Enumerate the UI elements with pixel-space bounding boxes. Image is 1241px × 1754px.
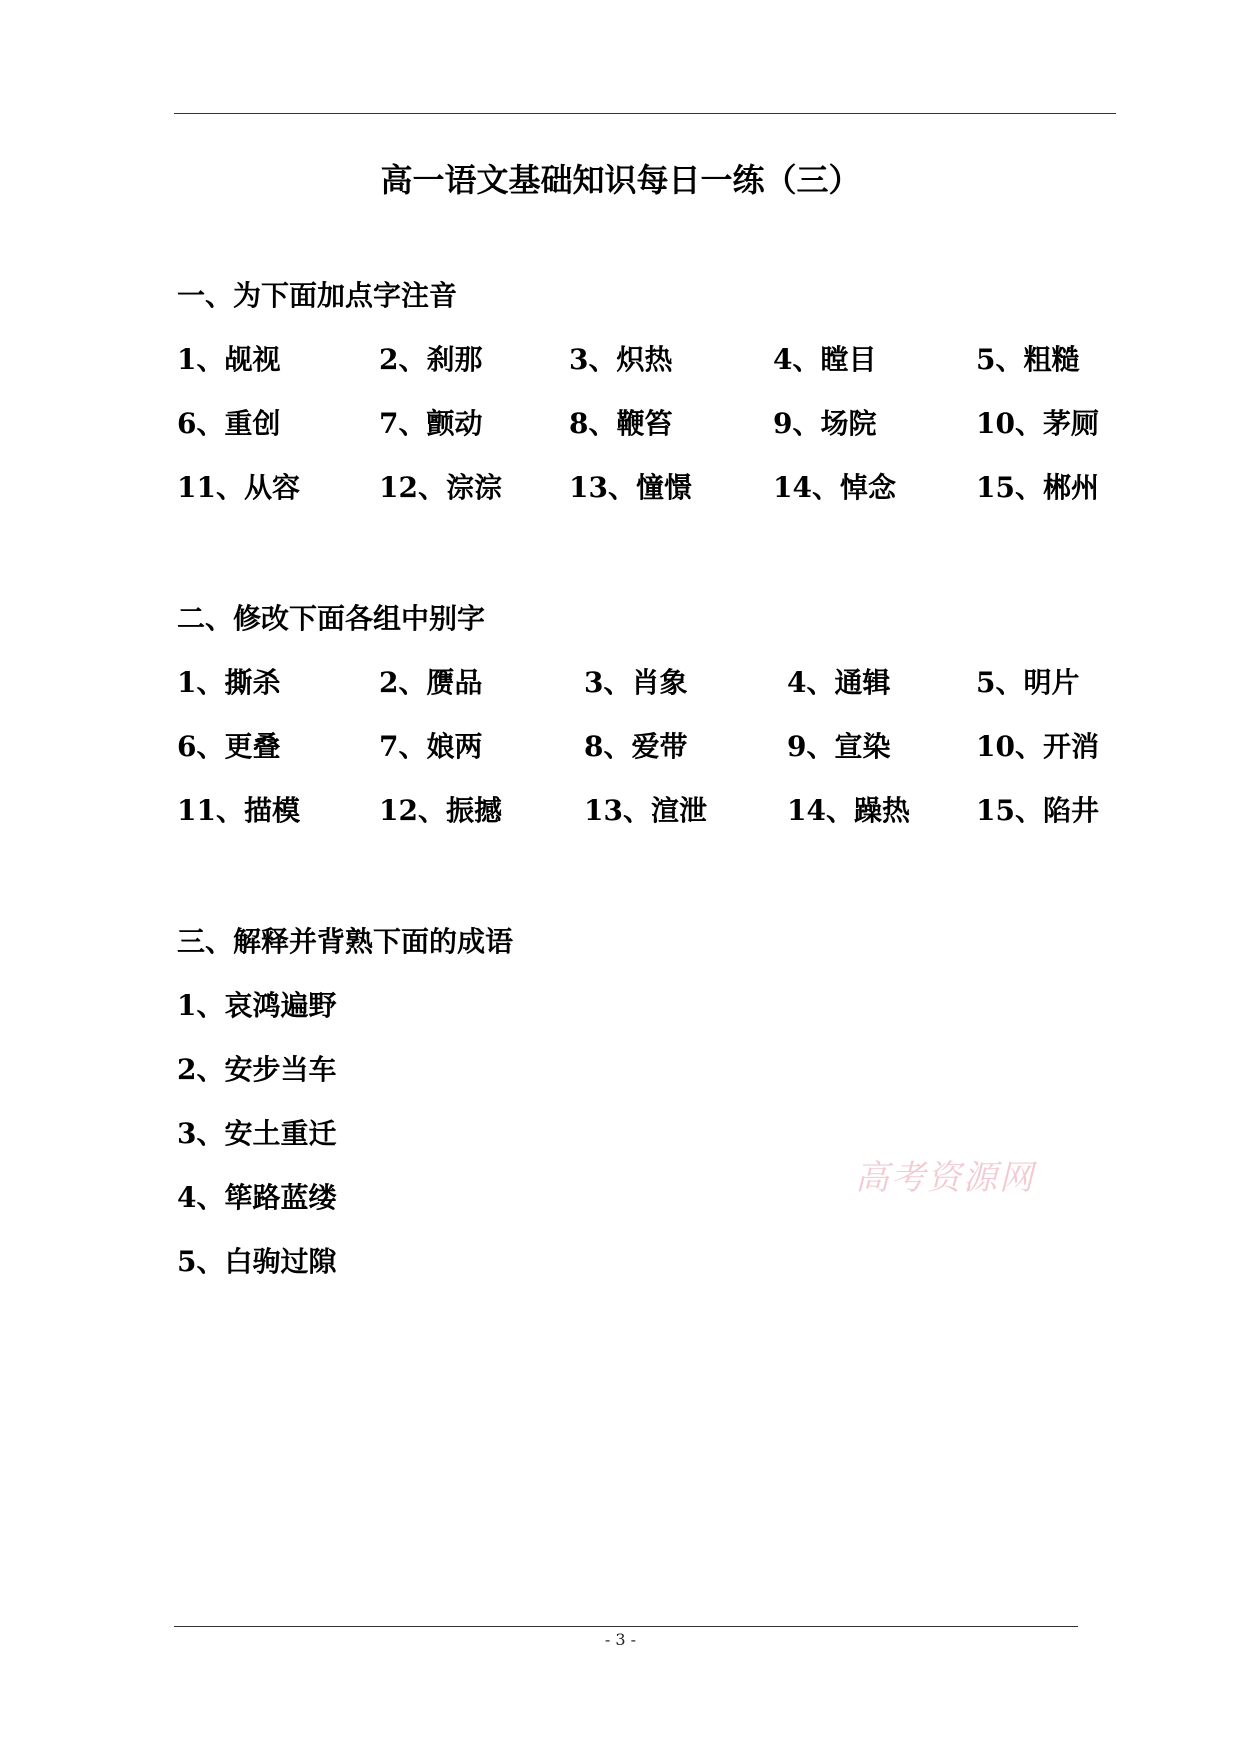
list-item: 9、场院 (773, 407, 877, 440)
list-item: 4、筚路蓝缕 (177, 1181, 337, 1214)
list-item: 5、明片 (976, 666, 1080, 699)
list-item: 3、肖象 (584, 666, 688, 699)
list-item: 8、鞭笞 (569, 407, 673, 440)
section-heading-pinyin: 一、为下面加点字注音 (177, 279, 458, 312)
list-item: 14、躁热 (787, 794, 910, 827)
list-item: 1、哀鸿遍野 (177, 989, 337, 1022)
header-rule (174, 113, 1116, 114)
list-item: 2、安步当车 (177, 1053, 337, 1086)
list-item: 5、白驹过隙 (177, 1245, 337, 1278)
watermark: 高考资源网 (855, 1158, 1035, 1198)
list-item: 3、炽热 (569, 343, 673, 376)
list-item: 3、安土重迁 (177, 1117, 337, 1150)
list-item: 15、郴州 (976, 471, 1099, 504)
footer-rule (174, 1626, 1078, 1627)
page-number: - 3 - (604, 1630, 637, 1649)
list-item: 13、渲泄 (584, 794, 707, 827)
list-item: 10、茅厕 (976, 407, 1099, 440)
list-item: 4、通辑 (787, 666, 891, 699)
page-title: 高一语文基础知识每日一练（三） (380, 161, 861, 199)
list-item: 2、赝品 (379, 666, 483, 699)
list-item: 1、觇视 (177, 343, 281, 376)
list-item: 1、撕杀 (177, 666, 281, 699)
list-item: 12、振撼 (379, 794, 502, 827)
list-item: 12、淙淙 (379, 471, 502, 504)
list-item: 5、粗糙 (976, 343, 1080, 376)
list-item: 11、从容 (177, 471, 300, 504)
list-item: 9、宣染 (787, 730, 891, 763)
list-item: 15、陷井 (976, 794, 1099, 827)
list-item: 8、爱带 (584, 730, 688, 763)
list-item: 7、娘两 (379, 730, 483, 763)
list-item: 6、更叠 (177, 730, 281, 763)
section-heading-typos: 二、修改下面各组中别字 (177, 602, 486, 635)
list-item: 10、开消 (976, 730, 1099, 763)
list-item: 2、刹那 (379, 343, 483, 376)
list-item: 11、描模 (177, 794, 300, 827)
list-item: 7、颤动 (379, 407, 483, 440)
list-item: 6、重创 (177, 407, 281, 440)
list-item: 13、憧憬 (569, 471, 692, 504)
list-item: 14、悼念 (773, 471, 896, 504)
list-item: 4、瞠目 (773, 343, 877, 376)
section-heading-idioms: 三、解释并背熟下面的成语 (177, 925, 514, 958)
